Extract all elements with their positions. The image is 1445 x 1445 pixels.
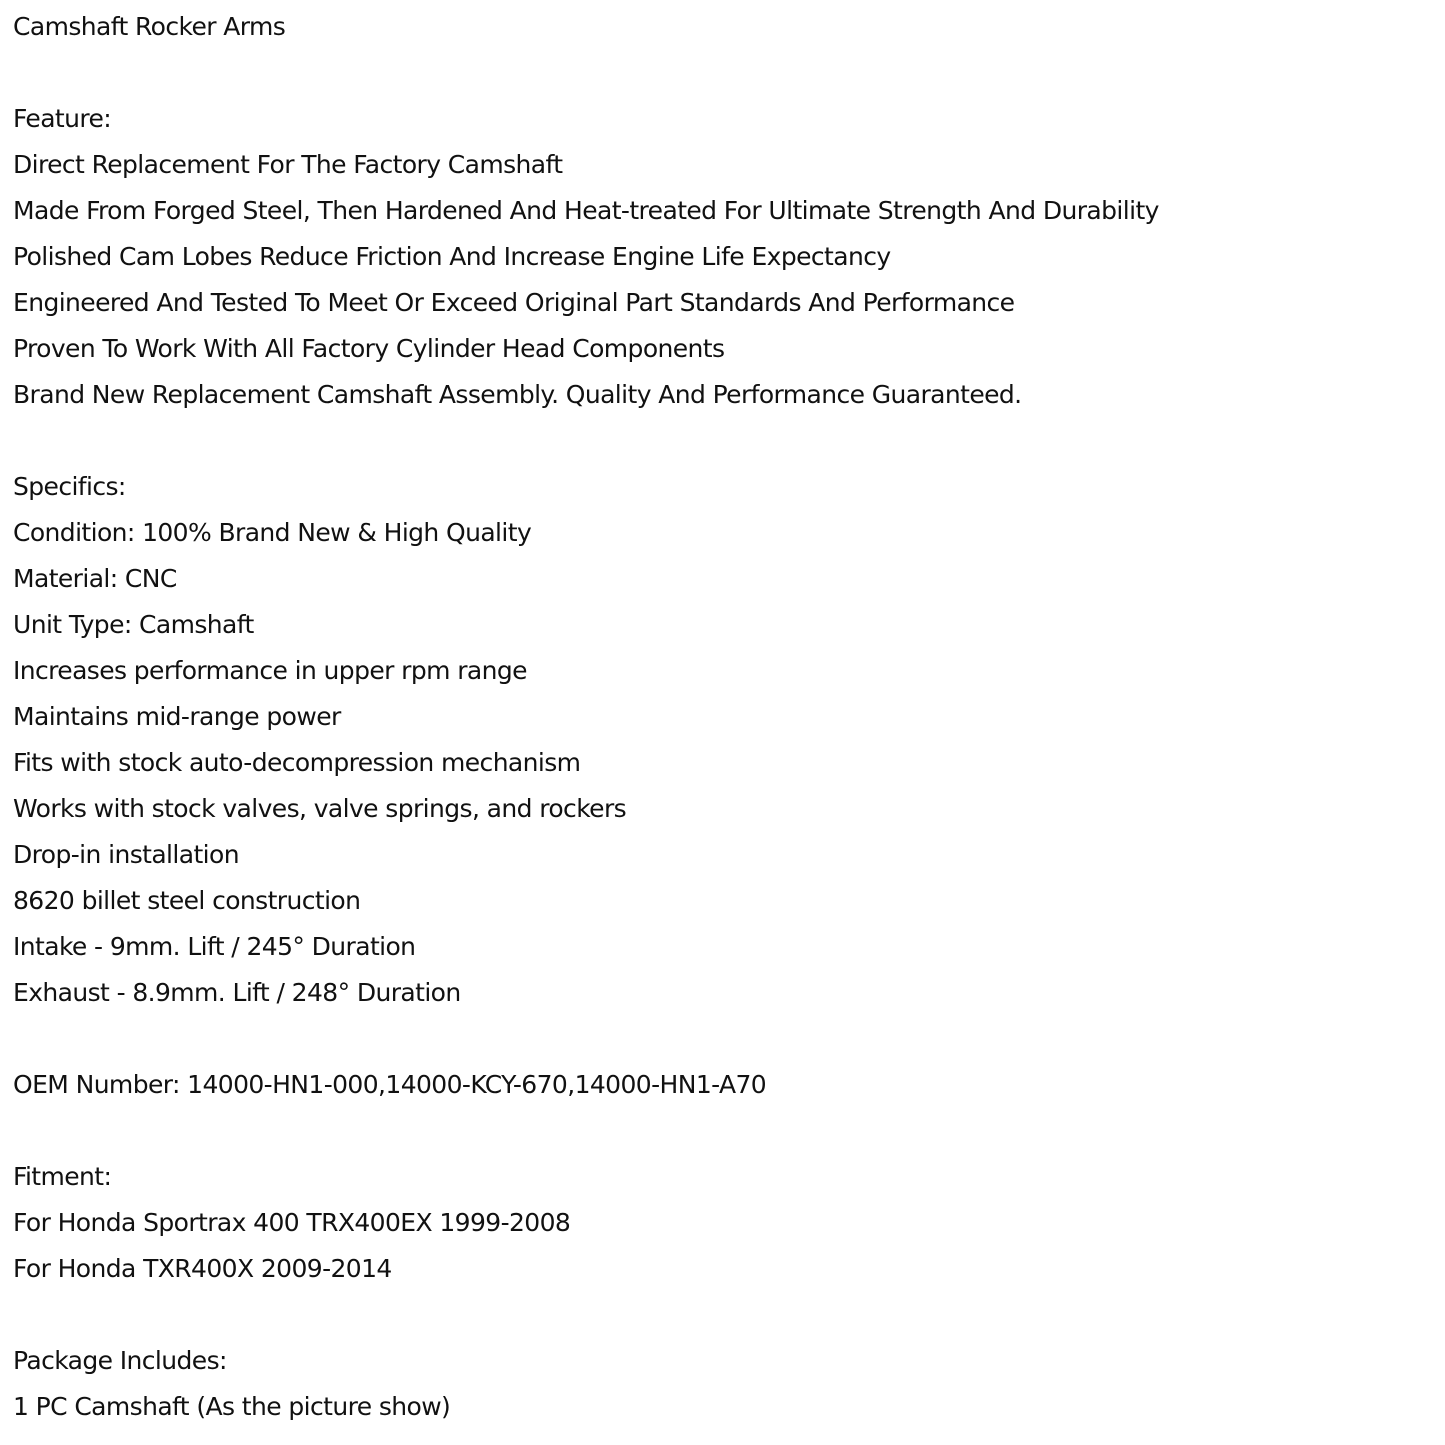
specifics-item: Unit Type: Camshaft [13,610,254,639]
feature-item: Engineered And Tested To Meet Or Exceed Original Part Standards And Performance [13,288,1015,317]
spacer [13,1108,1433,1154]
document-title: Camshaft Rocker Arms [13,12,286,41]
fitment-item: For Honda TXR400X 2009-2014 [13,1254,392,1283]
spacer [13,1016,1433,1062]
specifics-item: Intake - 9mm. Lift / 245° Duration [13,932,416,961]
specifics-heading: Specifics: [13,472,126,501]
spacer [13,50,1433,96]
feature-item: Direct Replacement For The Factory Camshaft [13,150,563,179]
specifics-item: Exhaust - 8.9mm. Lift / 248° Duration [13,978,461,1007]
feature-item: Brand New Replacement Camshaft Assembly. Quality And Performance Guaranteed. [13,380,1022,409]
fitment-item: For Honda Sportrax 400 TRX400EX 1999-2008 [13,1208,571,1237]
package-heading: Package Includes: [13,1346,227,1375]
spacer [13,418,1433,464]
product-description [13,4,1433,1430]
specifics-item: Condition: 100% Brand New & High Quality [13,518,532,547]
feature-item: Polished Cam Lobes Reduce Friction And Increase Engine Life Expectancy [13,242,891,271]
spacer [13,1292,1433,1338]
specifics-item: Maintains mid-range power [13,702,341,731]
feature-item: Made From Forged Steel, Then Hardened And Heat-treated For Ultimate Strength And Durability [13,196,1159,225]
fitment-heading: Fitment: [13,1162,112,1191]
feature-heading: Feature: [13,104,112,133]
specifics-item: Fits with stock auto-decompression mechanism [13,748,581,777]
specifics-item: Works with stock valves, valve springs, and rockers [13,794,627,823]
specifics-item: Increases performance in upper rpm range [13,656,527,685]
package-item: 1 PC Camshaft (As the picture show) [13,1392,451,1421]
specifics-item: Drop-in installation [13,840,239,869]
specifics-item: Material: CNC [13,564,177,593]
specifics-item: 8620 billet steel construction [13,886,361,915]
feature-item: Proven To Work With All Factory Cylinder Head Components [13,334,725,363]
oem-number: OEM Number: 14000-HN1-000,14000-KCY-670,14000-HN1-A70 [13,1070,767,1099]
